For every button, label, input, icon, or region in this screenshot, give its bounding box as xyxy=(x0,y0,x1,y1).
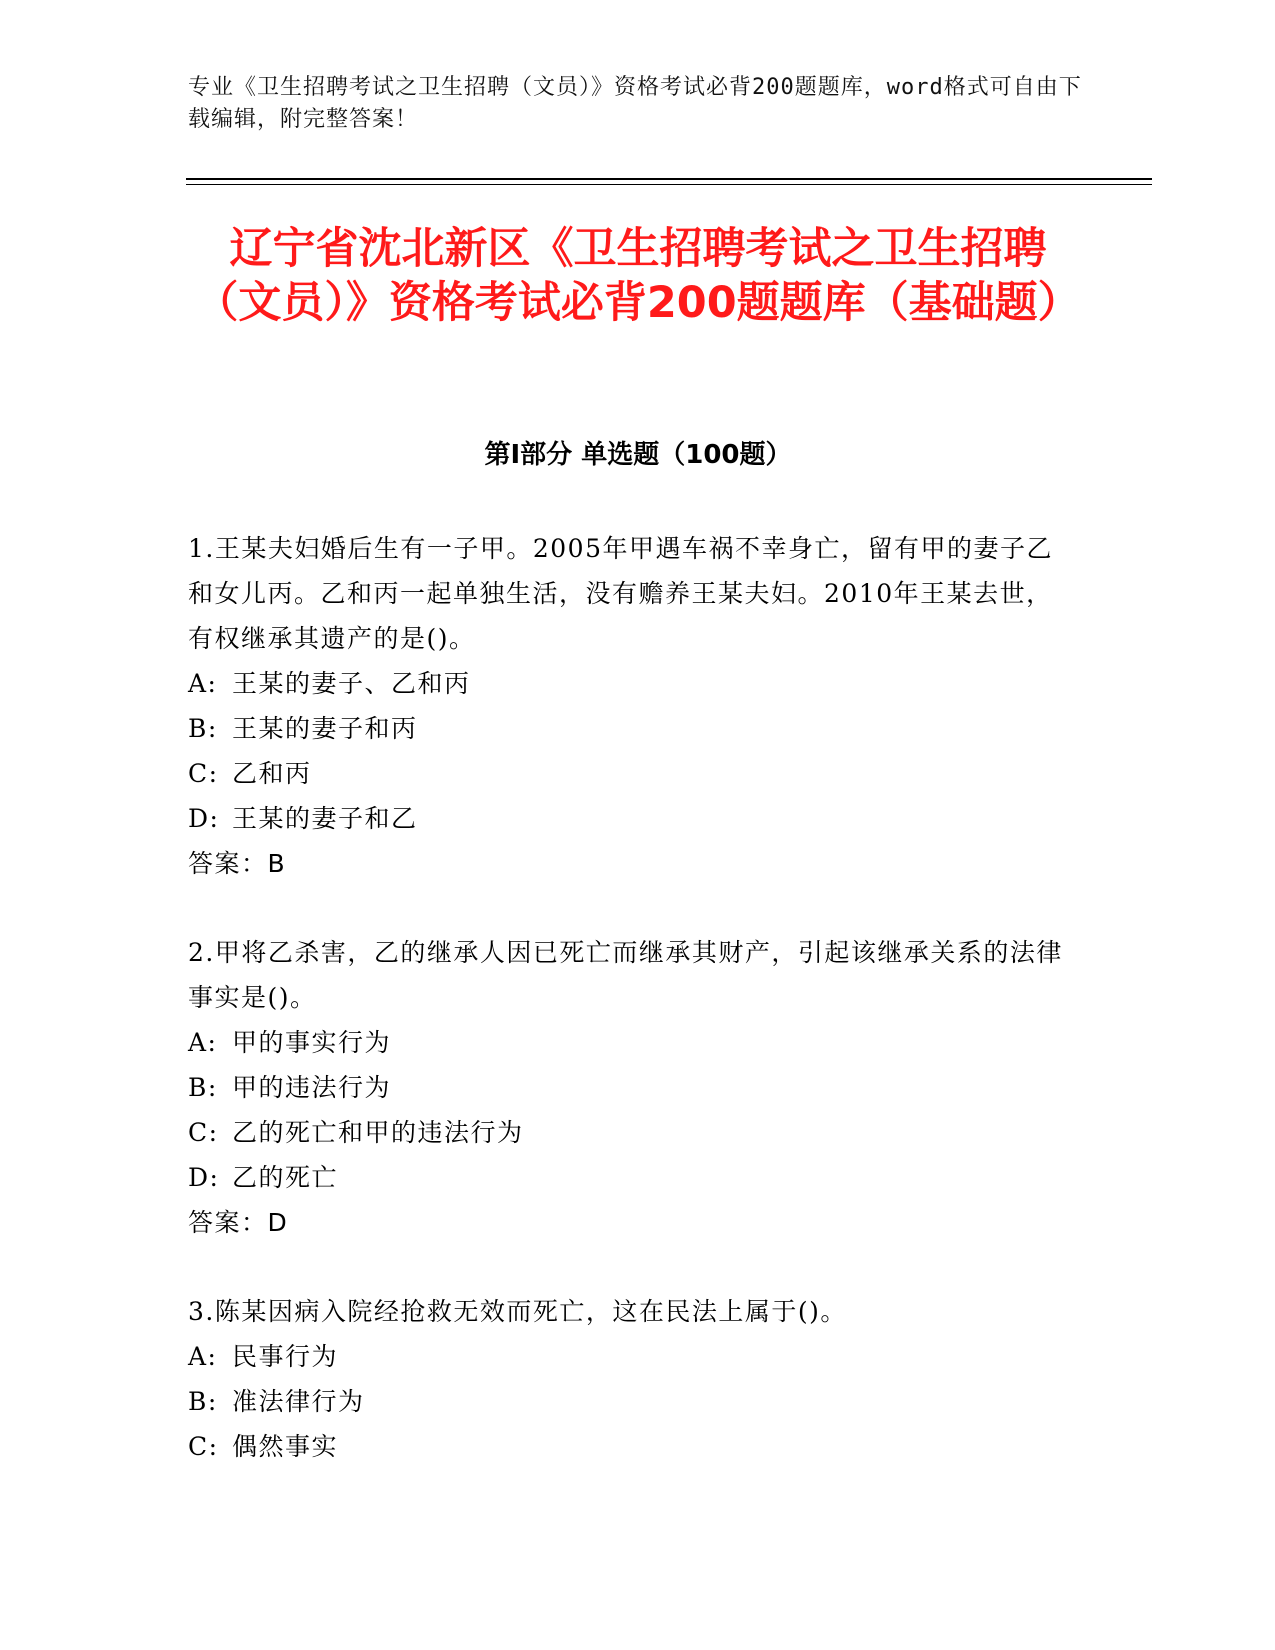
option-a xyxy=(188,661,1068,706)
option-b xyxy=(188,1065,1068,1110)
option-a xyxy=(188,1020,1068,1065)
header-note: 专业《卫生招聘考试之卫生招聘（文员）》资格考试必背200题题库，word格式可自由下载编辑，附完整答案！ xyxy=(188,75,1082,132)
section-heading: 第I部分 单选题（100题） xyxy=(484,440,792,470)
option-key: B: xyxy=(188,1073,218,1102)
option-key: A: xyxy=(188,1028,218,1057)
option-text: 乙的死亡 xyxy=(232,1163,339,1192)
option-key: B: xyxy=(188,1387,218,1416)
document-title: 辽宁省沈北新区《卫生招聘考试之卫生招聘（文员）》资格考试必背200题题库（基础题） xyxy=(195,224,1081,328)
option-key: A: xyxy=(188,669,218,698)
option-key: A: xyxy=(188,1342,218,1371)
question-item xyxy=(188,1289,1068,1469)
header-rule-thin xyxy=(186,184,1152,185)
option-key: B: xyxy=(188,714,218,743)
option-d xyxy=(188,1155,1068,1200)
option-b xyxy=(188,706,1068,751)
question-item xyxy=(188,526,1068,886)
option-key: C: xyxy=(188,1432,219,1461)
option-text: 甲的事实行为 xyxy=(232,1028,392,1057)
question-list xyxy=(188,526,1068,1513)
option-key: D: xyxy=(188,804,220,833)
option-text: 甲的违法行为 xyxy=(232,1073,392,1102)
answer-line: 答案：D xyxy=(188,1208,289,1237)
option-key: D: xyxy=(188,1163,220,1192)
option-c xyxy=(188,1110,1068,1155)
option-text: 偶然事实 xyxy=(232,1432,339,1461)
header-rule-thick xyxy=(186,178,1152,180)
option-key: C: xyxy=(188,759,219,788)
option-key: C: xyxy=(188,1118,219,1147)
option-text: 王某的妻子和丙 xyxy=(232,714,418,743)
option-b xyxy=(188,1379,1068,1424)
option-a xyxy=(188,1334,1068,1379)
option-text: 准法律行为 xyxy=(232,1387,365,1416)
option-text: 王某的妻子和乙 xyxy=(232,804,418,833)
option-d xyxy=(188,796,1068,841)
question-stem: 2.甲将乙杀害，乙的继承人因已死亡而继承其财产，引起该继承关系的法律事实是()。 xyxy=(188,938,1063,1012)
question-stem: 1.王某夫妇婚后生有一子甲。2005年甲遇车祸不幸身亡，留有甲的妻子乙和女儿丙。乙和丙一起单独生活，没有赡养王某夫妇。2010年王某去世，有权继承其遗产的是()。 xyxy=(188,534,1053,653)
option-text: 民事行为 xyxy=(232,1342,339,1371)
question-item xyxy=(188,930,1068,1245)
option-text: 王某的妻子、乙和丙 xyxy=(232,669,471,698)
option-c xyxy=(188,751,1068,796)
answer-line: 答案：B xyxy=(188,849,287,878)
option-text: 乙的死亡和甲的违法行为 xyxy=(232,1118,524,1147)
option-c xyxy=(188,1424,1068,1469)
question-stem: 3.陈某因病入院经抢救无效而死亡，这在民法上属于()。 xyxy=(188,1297,847,1326)
option-text: 乙和丙 xyxy=(232,759,312,788)
